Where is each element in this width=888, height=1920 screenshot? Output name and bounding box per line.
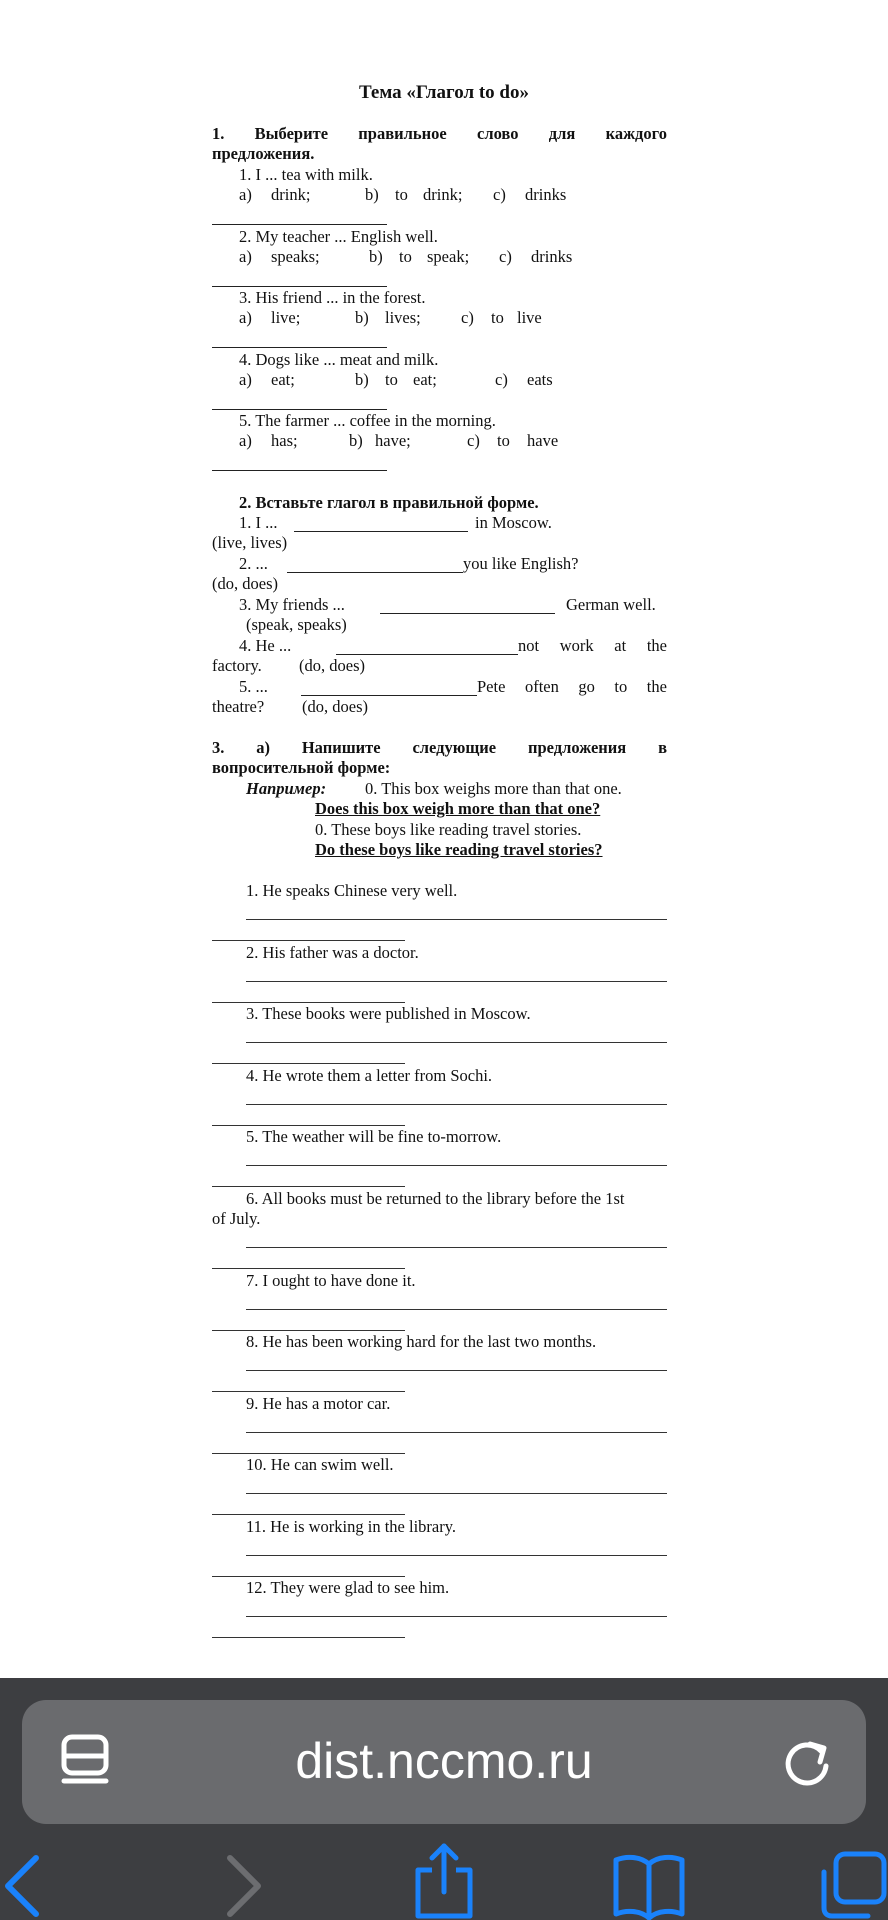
answer-line bbox=[246, 1104, 667, 1105]
forward-icon bbox=[220, 1850, 268, 1920]
example-answer: Does this box weigh more than that one? bbox=[315, 799, 601, 818]
answer-line bbox=[212, 224, 387, 225]
exercise-item-continued: of July. bbox=[212, 1209, 261, 1228]
heading-word: Напишите bbox=[301, 738, 381, 757]
exercise-item: 2. His father was a doctor. bbox=[246, 943, 419, 962]
answer-line bbox=[212, 1186, 405, 1187]
answer-line bbox=[246, 1309, 667, 1310]
fill-line bbox=[294, 531, 468, 532]
heading-word: для bbox=[548, 124, 576, 143]
answer-line bbox=[246, 1165, 667, 1166]
item-text: German well. bbox=[566, 595, 656, 614]
answer-line bbox=[246, 1432, 667, 1433]
example-sentence: 0. This box weighs more than that one. bbox=[365, 779, 622, 798]
item-number: 4. He ... bbox=[239, 636, 292, 655]
exercise-item: 3. These books were published in Moscow. bbox=[246, 1004, 531, 1023]
exercise-item: 1. He speaks Chinese very well. bbox=[246, 881, 458, 900]
heading-word: правильное bbox=[358, 124, 447, 143]
reader-icon[interactable] bbox=[60, 1734, 110, 1788]
answer-line bbox=[246, 919, 667, 920]
answer-line bbox=[212, 1514, 405, 1515]
answer-line bbox=[212, 1125, 405, 1126]
url-text[interactable]: dist.nccmo.ru bbox=[295, 1733, 593, 1789]
question-3: 3. His friend ... in the forest. bbox=[239, 288, 426, 307]
question-4-options: a) eat; b) to eat; c) eats bbox=[239, 370, 553, 389]
answer-line bbox=[212, 1453, 405, 1454]
hint: (do, does) bbox=[302, 697, 368, 716]
question-2: 2. My teacher ... English well. bbox=[239, 227, 438, 246]
item-number: 5. ... bbox=[239, 677, 268, 696]
tabs-icon[interactable] bbox=[818, 1850, 888, 1920]
answer-line bbox=[246, 1616, 667, 1617]
exercise-item: 12. They were glad to see him. bbox=[246, 1578, 450, 1597]
question-1: 1. I ... tea with milk. bbox=[239, 165, 373, 184]
reload-icon[interactable] bbox=[780, 1734, 834, 1790]
heading-word: а) bbox=[256, 738, 270, 757]
answer-line bbox=[212, 286, 387, 287]
hint: (speak, speaks) bbox=[246, 615, 347, 634]
item-text: you like English? bbox=[463, 554, 579, 573]
exercise-item: 4. He wrote them a letter from Sochi. bbox=[246, 1066, 493, 1085]
bookmarks-icon[interactable] bbox=[612, 1852, 686, 1920]
item-text: factory. bbox=[212, 656, 262, 675]
item-text: theatre? bbox=[212, 697, 265, 716]
exercise-item: 5. The weather will be fine to-morrow. bbox=[246, 1127, 502, 1146]
section1-heading bbox=[212, 124, 667, 144]
item-number: 2. ... bbox=[239, 554, 268, 573]
heading-word: Выберите bbox=[254, 124, 329, 143]
answer-line bbox=[212, 1637, 405, 1638]
fill-line bbox=[380, 613, 555, 614]
answer-line bbox=[212, 1330, 405, 1331]
answer-line bbox=[212, 1576, 405, 1577]
item-number: 1. I ... bbox=[239, 513, 278, 532]
heading-word: каждого bbox=[605, 124, 667, 143]
question-2-options: a) speaks; b) to speak; c) drinks bbox=[239, 247, 573, 266]
heading-word: слово bbox=[477, 124, 519, 143]
answer-line bbox=[212, 940, 405, 941]
answer-line bbox=[246, 1042, 667, 1043]
heading-word: 1. bbox=[212, 124, 225, 143]
share-icon[interactable] bbox=[412, 1840, 476, 1920]
example-answer: Do these boys like reading travel stories? bbox=[315, 840, 603, 859]
section1-heading-line2: предложения. bbox=[212, 144, 315, 163]
answer-line bbox=[212, 470, 387, 471]
answer-line bbox=[212, 347, 387, 348]
answer-line bbox=[212, 1391, 405, 1392]
hint: (do, does) bbox=[299, 656, 365, 675]
question-3-options: a) live; b) lives; c) to live bbox=[239, 308, 542, 327]
answer-line bbox=[246, 981, 667, 982]
question-1-options: a) drink; b) to drink; c) drinks bbox=[239, 185, 567, 204]
section3-heading bbox=[212, 738, 667, 758]
exercise-item: 9. He has a motor car. bbox=[246, 1394, 391, 1413]
page-title: Тема «Глагол to do» bbox=[358, 82, 529, 103]
item-text: Pete often go to the bbox=[477, 677, 667, 696]
answer-line bbox=[246, 1493, 667, 1494]
answer-line bbox=[212, 1268, 405, 1269]
hint: (do, does) bbox=[212, 574, 278, 593]
answer-line bbox=[246, 1247, 667, 1248]
fill-line bbox=[301, 695, 477, 696]
answer-line bbox=[212, 409, 387, 410]
hint: (live, lives) bbox=[212, 533, 288, 552]
answer-line bbox=[246, 1555, 667, 1556]
fill-line bbox=[287, 572, 463, 573]
fill-line bbox=[336, 654, 518, 655]
answer-line bbox=[212, 1063, 405, 1064]
back-icon[interactable] bbox=[0, 1850, 48, 1920]
exercise-item: 11. He is working in the library. bbox=[246, 1517, 457, 1536]
exercise-item: 6. All books must be returned to the library before the 1st bbox=[246, 1189, 625, 1208]
heading-word: следующие bbox=[412, 738, 497, 757]
item-text: not work at the bbox=[518, 636, 667, 655]
item-number: 3. My friends ... bbox=[239, 595, 345, 614]
heading-word: в bbox=[658, 738, 667, 757]
answer-line bbox=[212, 1002, 405, 1003]
exercise-item: 8. He has been working hard for the last two months. bbox=[246, 1332, 597, 1351]
heading-word: 3. bbox=[212, 738, 225, 757]
heading-word: предложения bbox=[527, 738, 627, 757]
question-5: 5. The farmer ... coffee in the morning. bbox=[239, 411, 496, 430]
section2-heading: 2. Вставьте глагол в правильной форме. bbox=[239, 493, 539, 512]
question-4: 4. Dogs like ... meat and milk. bbox=[239, 350, 439, 369]
section3-heading-line2: вопросительной форме: bbox=[212, 758, 391, 777]
item-text: in Moscow. bbox=[475, 513, 552, 532]
answer-line bbox=[246, 1370, 667, 1371]
exercise-item: 10. He can swim well. bbox=[246, 1455, 394, 1474]
example-sentence: 0. These boys like reading travel stories. bbox=[315, 820, 582, 839]
example-label: Например: bbox=[246, 779, 327, 798]
exercise-item: 7. I ought to have done it. bbox=[246, 1271, 416, 1290]
question-5-options: a) has; b) have; c) to have bbox=[239, 431, 559, 450]
